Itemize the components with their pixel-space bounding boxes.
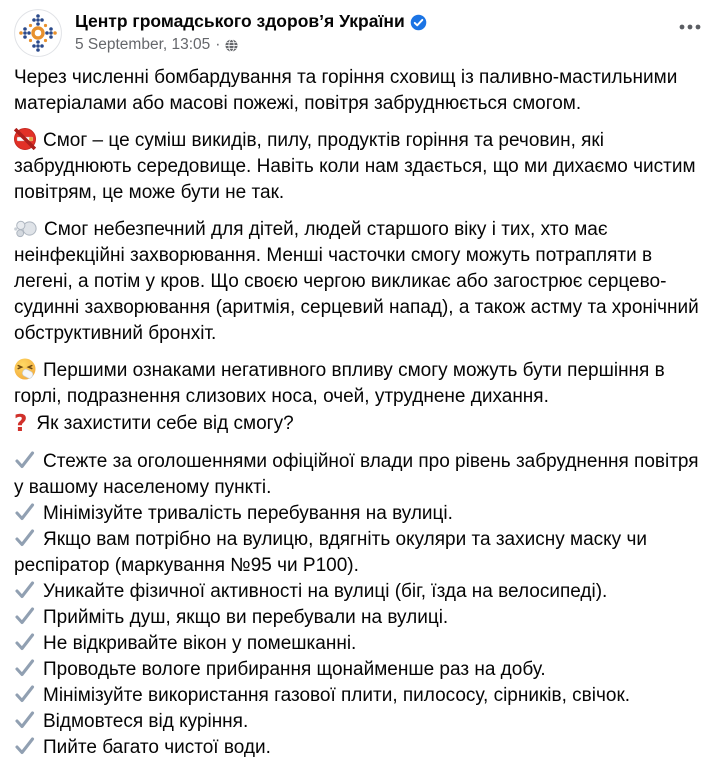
phc-logo-icon [14, 9, 62, 57]
check-icon [14, 658, 35, 678]
check-icon [14, 632, 35, 652]
three-dots-icon [678, 22, 702, 32]
check-icon [14, 606, 35, 626]
post-menu-button[interactable] [674, 9, 706, 47]
checklist-item [14, 657, 708, 683]
checklist-item [14, 735, 708, 761]
checklist-text: Мінімізуйте використання газової плити, пилососу, сірників, свічок. [43, 685, 631, 706]
check-icon [14, 736, 35, 756]
no-smoking-icon [14, 128, 36, 150]
checklist-item [14, 527, 708, 579]
page-name[interactable]: Центр громадського здоров’я України [75, 11, 405, 31]
checklist-text: Прийміть душ, якщо ви перебували на вулиці. [43, 607, 449, 628]
checklist-text: Уникайте фізичної активності на вулиці (біг, їзда на велосипеді). [43, 581, 608, 602]
checklist-item [14, 631, 708, 657]
globe-icon [225, 39, 238, 52]
checklist-text: Відмовтеся від куріння. [43, 711, 249, 732]
check-icon [14, 710, 35, 730]
checklist-text: Стежте за оголошеннями офіційної влади про рівень забруднення повітря у вашому населеному пункті. [14, 451, 699, 498]
timestamp[interactable]: 5 September, 13:05 [75, 36, 211, 53]
paragraph-text: Першими ознаками негативного впливу смогу можуть бути першіння в горлі, подразнення слизових носа, очей, утруднене дихання. [14, 360, 665, 407]
checklist-text: Мінімізуйте тривалість перебування на вулиці. [43, 503, 453, 524]
check-icon [14, 528, 35, 548]
paragraph-text: Через численні бомбардування та горіння сховищ із паливно-мастильними матеріалами або масові пожежі, повітря забруднюється смогом. [14, 67, 678, 114]
meta-separator: · [215, 36, 221, 53]
paragraph-text: Смог – це суміш викидів, пилу, продуктів горіння та речовин, які забруднюють середовище. Навіть коли нам здається, що ми дихаємо чистим повітрям, це може бути не так. [14, 130, 696, 203]
checklist-text: Якщо вам потрібно на вулицю, вдягніть окуляри та захисну маску чи респіратор (маркування №95 чи Р100). [14, 529, 647, 576]
checklist-item [14, 605, 708, 631]
check-icon [14, 502, 35, 522]
paragraph-symptoms [14, 358, 708, 410]
checklist-item [14, 579, 708, 605]
checklist-item [14, 683, 708, 709]
question-mark-icon: ? [14, 411, 28, 437]
paragraph-text: Як захистити себе від смогу? [36, 413, 294, 434]
post-text [0, 59, 722, 771]
checklist-text: Проводьте вологе прибирання щонайменше раз на добу. [43, 659, 546, 680]
check-icon [14, 580, 35, 600]
checklist-item [14, 501, 708, 527]
verified-badge-icon [410, 14, 427, 31]
header-info [75, 9, 427, 54]
check-icon [14, 450, 35, 470]
checklist-text: Пийте багато чистої води. [43, 737, 271, 758]
post-header [0, 0, 722, 59]
smoke-puff-icon [14, 219, 37, 239]
paragraph-question [14, 411, 708, 437]
post-meta [75, 35, 427, 54]
paragraph-smog-danger [14, 217, 708, 347]
paragraph-smog-definition [14, 128, 708, 206]
checklist-item [14, 449, 708, 501]
avatar[interactable] [14, 9, 62, 57]
checklist [14, 449, 708, 761]
paragraph-text: Смог небезпечний для дітей, людей старшого віку і тих, хто має неінфекційні захворювання. Менші часточки смогу можуть потрапляти в легені, а потім у кров. Що своєю чергою викликає або загострює серцево-судинні захворювання (аритмія, серцевий напад), а також астму та хронічний обструктивний бронхіт. [14, 219, 699, 344]
paragraph-intro [14, 65, 708, 117]
checklist-item [14, 709, 708, 735]
sneezing-face-icon [14, 358, 36, 380]
check-icon [14, 684, 35, 704]
checklist-text: Не відкривайте вікон у помешканні. [43, 633, 357, 654]
